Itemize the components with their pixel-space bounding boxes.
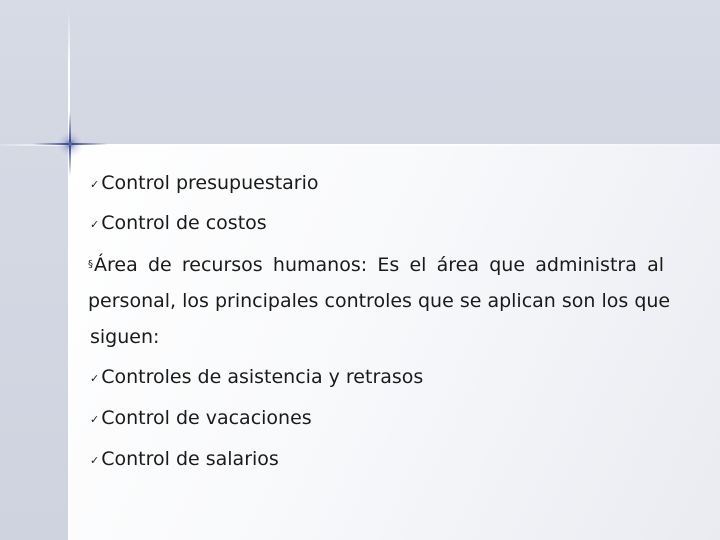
list-item xyxy=(90,212,267,237)
checkmark-icon: ✓ xyxy=(90,454,100,467)
checkmark-icon: ✓ xyxy=(90,413,100,426)
left-decorative-band xyxy=(0,146,68,540)
list-item-text: Control presupuestario xyxy=(101,172,319,194)
checkmark-icon: ✓ xyxy=(90,178,100,191)
paragraph-line: siguen: xyxy=(90,326,160,348)
list-item-text: Control de salarios xyxy=(101,448,279,470)
list-item-text: Control de costos xyxy=(101,212,267,234)
paragraph-line xyxy=(88,254,664,280)
paragraph-text: Área de recursos humanos: Es el área que administra al xyxy=(94,254,664,276)
content-area xyxy=(68,146,720,540)
list-item xyxy=(90,172,319,197)
list-item xyxy=(90,366,423,391)
checkmark-icon: ✓ xyxy=(90,218,100,231)
square-bullet-icon: § xyxy=(88,259,93,270)
list-item xyxy=(90,448,279,473)
list-item-text: Control de vacaciones xyxy=(101,407,312,429)
checkmark-icon: ✓ xyxy=(90,372,100,385)
list-item-text: Controles de asistencia y retrasos xyxy=(101,366,424,388)
list-item xyxy=(90,407,312,432)
vertical-accent-line xyxy=(68,10,70,540)
paragraph-line: personal, los principales controles que se aplican son los que xyxy=(88,290,671,312)
